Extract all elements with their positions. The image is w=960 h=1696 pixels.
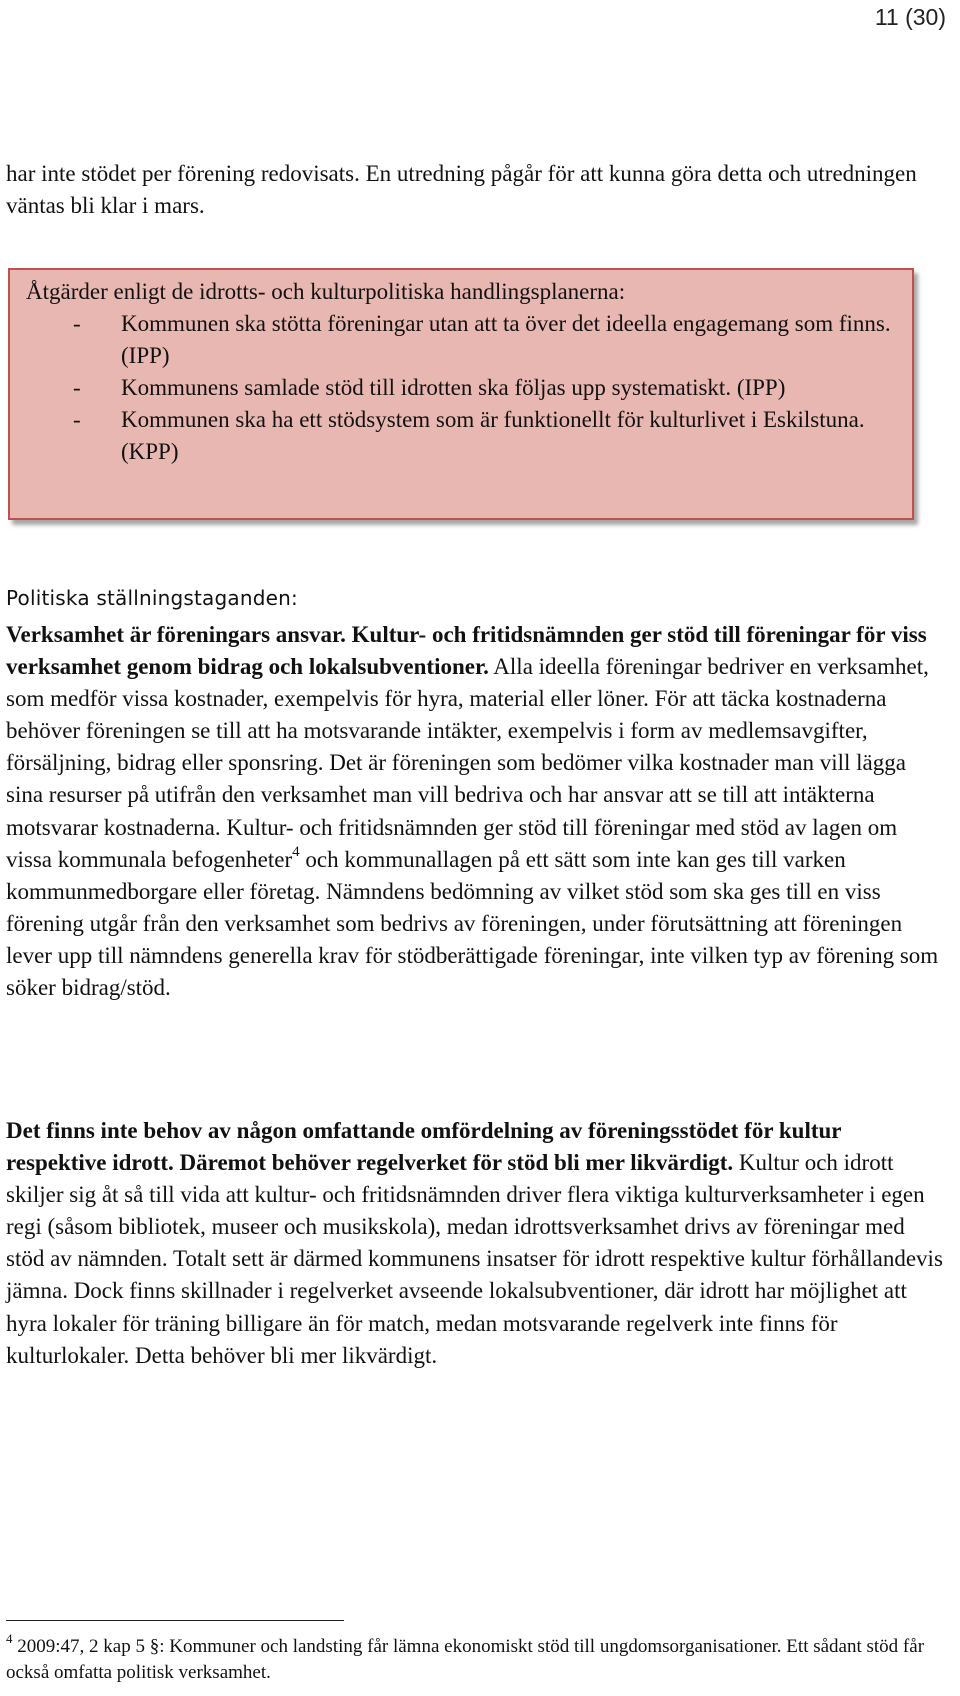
stance-2-body-text: Kultur och idrott skiljer sig åt så till vida att kultur- och fritidsnämnden driver flera viktiga kulturverksamheter i egen regi (såsom bibliotek, museer och musikskola), medan idrottsverksamhet drivs av föreningar med stöd av nämnden. Totalt sett är därmed kommunens insatser för idrott respektive kultur förhållandevis jämna. Dock finns skillnader i regelverket avseende lokalsubventioner, där idrott har möjlighet att hyra lokaler för träning billigare än för match, medan motsvarande regelverk inte finns för kulturlokaler. Detta behöver bli mer likvärdigt. xyxy=(6,1150,943,1368)
callout-item: - Kommunen ska stötta föreningar utan att ta över det ideella engagemang som finns. (IPP) xyxy=(26,308,898,372)
stance-2-bold-statement: Det finns inte behov av någon omfattande omfördelning av föreningsstödet för kultur respektive idrott. Däremot behöver regelverket för stöd bli mer likvärdigt. xyxy=(6,1118,842,1176)
stance-1-bold-statement: Verksamhet är föreningars ansvar. Kultur- och fritidsnämnden ger stöd till föreningar för viss verksamhet genom bidrag och lokalsubventioner. xyxy=(6,622,927,680)
page-number: 11 (30) xyxy=(874,4,946,30)
callout-list xyxy=(26,308,898,468)
section-heading: Politiska ställningstaganden: xyxy=(6,586,298,610)
callout-item: - Kommunens samlade stöd till idrotten ska följas upp systematiskt. (IPP) xyxy=(26,372,898,404)
footnote-text: 2009:47, 2 kap 5 §: Kommuner och landsting får lämna ekonomiskt stöd till ungdomsorganisationer. Ett sådant stöd får också omfatta politisk verksamhet. xyxy=(6,1636,925,1683)
intro-paragraph: har inte stödet per förening redovisats. En utredning pågår för att kunna göra detta och utredningen väntas bli klar i mars. xyxy=(6,161,917,218)
callout-item: - Kommunen ska ha ett stödsystem som är funktionellt för kulturlivet i Eskilstuna. (KPP) xyxy=(26,404,898,468)
footnote-number: 4 xyxy=(6,1631,13,1646)
stance-paragraph-1 xyxy=(6,619,946,1004)
footnote-divider xyxy=(6,1620,344,1621)
stance-paragraph-2 xyxy=(6,1115,946,1372)
callout-heading: Åtgärder enligt de idrotts- och kulturpolitiska handlingsplanerna: xyxy=(26,279,626,304)
footnote xyxy=(6,1631,956,1686)
action-callout-box xyxy=(8,268,914,520)
stance-1-body-text: Alla ideella föreningar bedriver en verksamhet, som medför vissa kostnader, exempelvis för hyra, material eller löner. För att täcka kostnaderna behöver föreningen se till att ha motsvarande intäkter, exempelvis i form av medlemsavgifter, försäljning, bidrag eller sponsring. Det är föreningen som bedömer vilka kostnader man vill lägga sina resurser på utifrån den verksamhet man vill bedriva och har ansvar att se till att intäkterna motsvarar kostnaderna. Kultur- och fritidsnämnden ger stöd till föreningar med stöd av lagen om vissa kommunala befogenheter xyxy=(6,654,929,872)
footnote-reference[interactable]: 4 xyxy=(292,843,300,860)
stance-1-body-text-continued: och kommunallagen på ett sätt som inte kan ges till varken kommunmedborgare eller företag. Nämndens bedömning av vilket stöd som ska ges till en viss förening utgår från den verksamhet som bedrivs av föreningen, under förutsättning att föreningen lever upp till nämndens generella krav för stödberättigade föreningar, inte vilken typ av förening som söker bidrag/stöd. xyxy=(6,846,939,1001)
